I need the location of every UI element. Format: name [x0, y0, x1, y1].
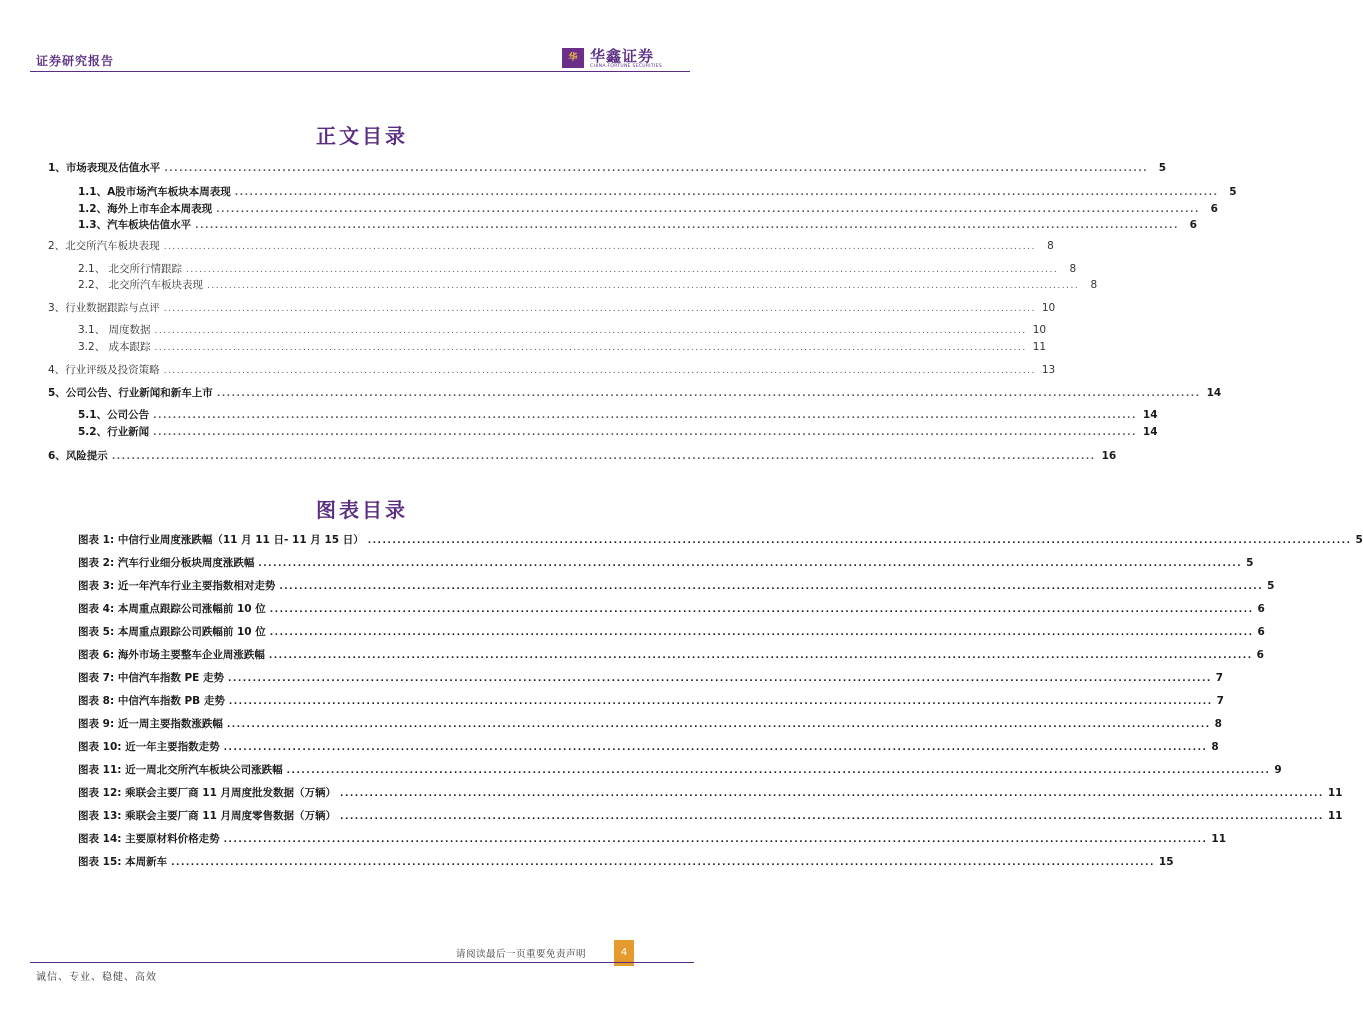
- toc-entry-label: 5.1、公司公告: [78, 409, 150, 421]
- disclaimer-note: 请阅读最后一页重要免责声明: [456, 949, 587, 960]
- toc-entry-page: 10: [1032, 324, 1047, 336]
- toc-entry[interactable]: [48, 362, 1056, 378]
- figure-leader-dots: ........................................................................................................................................................................................................: [367, 536, 1352, 546]
- figure-entry-label: 图表 8: 中信汽车指数 PB 走势: [78, 695, 225, 707]
- figure-entry-label: 图表 4: 本周重点跟踪公司涨幅前 10 位: [78, 603, 266, 615]
- figure-entry-label: 图表 13: 乘联会主要厂商 11 月周度零售数据（万辆）: [78, 810, 337, 822]
- toc-entry-number: 3、: [48, 302, 66, 314]
- page-number: 4: [614, 940, 634, 966]
- toc-title: 正文目录: [316, 124, 408, 148]
- brand-sub: CHINA FORTUNE SECURITIES: [590, 64, 662, 69]
- toc-leader-dots: ........................................................................................................................................................................................................: [163, 304, 1036, 314]
- toc-entry-label: 行业评级及投资策略: [65, 364, 160, 376]
- figure-entry[interactable]: [78, 623, 1265, 641]
- figure-entry[interactable]: [78, 554, 1254, 572]
- figures-title: 图表目录: [316, 498, 408, 522]
- figure-leader-dots: ........................................................................................................................................................................................................: [286, 766, 1271, 776]
- toc-entry-label: 1.1、A股市场汽车板块本周表现: [78, 186, 231, 198]
- toc-leader-dots: ........................................................................................................................................................................................................: [111, 452, 1096, 462]
- toc-entry[interactable]: [48, 300, 1056, 316]
- toc-entry-label: 5.2、行业新闻: [78, 426, 150, 438]
- figure-leader-dots: ........................................................................................................................................................................................................: [223, 743, 1208, 753]
- toc-entry-number: 1、: [48, 162, 66, 174]
- figure-leader-dots: ........................................................................................................................................................................................................: [223, 835, 1208, 845]
- toc-entry[interactable]: [48, 238, 1054, 254]
- toc-leader-dots: ........................................................................................................................................................................................................: [216, 205, 1200, 215]
- figure-entry[interactable]: [78, 531, 1363, 549]
- toc-entry-label: 1.2、海外上市车企本周表现: [78, 203, 213, 215]
- toc-leader-dots: ........................................................................................................................................................................................................: [154, 343, 1027, 353]
- toc-leader-dots: ........................................................................................................................................................................................................: [153, 428, 1137, 438]
- toc-entry-label: 风险提示: [65, 450, 108, 462]
- figure-leader-dots: ........................................................................................................................................................................................................: [258, 559, 1243, 569]
- figure-entry-page: 8: [1214, 718, 1222, 730]
- toc-entry[interactable]: [48, 385, 1222, 401]
- toc-leader-dots: ........................................................................................................................................................................................................: [164, 164, 1149, 174]
- figure-entry[interactable]: [78, 692, 1224, 710]
- toc-entry[interactable]: [78, 184, 1237, 200]
- figure-entry-page: 15: [1158, 856, 1174, 868]
- toc-entry-number: 5、: [48, 387, 66, 399]
- figure-entry-label: 图表 9: 近一周主要指数涨跌幅: [78, 718, 223, 730]
- figure-entry[interactable]: [78, 715, 1222, 733]
- toc-entry-page: 5: [1152, 160, 1166, 176]
- figure-entry[interactable]: [78, 669, 1224, 687]
- figure-leader-dots: ........................................................................................................................................................................................................: [269, 628, 1254, 638]
- toc-entry[interactable]: [78, 201, 1218, 217]
- figure-entry-page: 6: [1257, 603, 1265, 615]
- toc-entry-number: 6、: [48, 450, 66, 462]
- figure-entry-page: 5: [1246, 557, 1254, 569]
- toc-entry[interactable]: [78, 424, 1158, 440]
- toc-entry-label: 公司公告、行业新闻和新车上市: [65, 387, 213, 399]
- figure-entry[interactable]: [78, 646, 1264, 664]
- toc-leader-dots: ........................................................................................................................................................................................................: [216, 389, 1201, 399]
- toc-entry-number: 4、: [48, 364, 66, 376]
- toc-entry-page: 13: [1041, 364, 1056, 376]
- figure-entry-label: 图表 5: 本周重点跟踪公司跌幅前 10 位: [78, 626, 266, 638]
- figure-entry[interactable]: [78, 738, 1219, 756]
- brand-name: 华鑫证券: [590, 47, 655, 65]
- figure-leader-dots: ........................................................................................................................................................................................................: [340, 789, 1324, 799]
- toc-entry[interactable]: [78, 339, 1047, 355]
- figure-leader-dots: ........................................................................................................................................................................................................: [226, 720, 1211, 730]
- figure-entry-page: 11: [1327, 787, 1343, 799]
- figure-entry-page: 7: [1216, 695, 1224, 707]
- toc-entry[interactable]: [48, 160, 1167, 176]
- brand-logo-icon: 华: [562, 48, 584, 68]
- toc-leader-dots: ........................................................................................................................................................................................................: [207, 281, 1080, 291]
- toc-entry-label: 1.3、汽车板块估值水平: [78, 219, 192, 231]
- toc-entry[interactable]: [78, 217, 1197, 233]
- figure-entry-page: 11: [1327, 810, 1343, 822]
- figure-entry-page: 8: [1211, 741, 1219, 753]
- figure-leader-dots: ........................................................................................................................................................................................................: [269, 605, 1254, 615]
- toc-entry[interactable]: [78, 407, 1158, 423]
- toc-entry-page: 14: [1206, 387, 1222, 399]
- toc-entry-label: 市场表现及估值水平: [65, 162, 161, 174]
- figure-entry-page: 11: [1211, 833, 1227, 845]
- toc-entry-page: 11: [1032, 341, 1047, 353]
- toc-entry[interactable]: [78, 277, 1098, 293]
- toc-entry-page: 8: [1083, 277, 1097, 293]
- toc-leader-dots: ........................................................................................................................................................................................................: [154, 326, 1027, 336]
- figure-leader-dots: ........................................................................................................................................................................................................: [228, 697, 1213, 707]
- figure-leader-dots: ........................................................................................................................................................................................................: [279, 582, 1264, 592]
- figure-entry-page: 9: [1274, 764, 1282, 776]
- figure-entry-label: 图表 2: 汽车行业细分板块周度涨跌幅: [78, 557, 255, 569]
- figure-entry[interactable]: [78, 807, 1343, 825]
- figure-entry-label: 图表 3: 近一年汽车行业主要指数相对走势: [78, 580, 276, 592]
- figure-leader-dots: ........................................................................................................................................................................................................: [340, 812, 1324, 822]
- toc-entry[interactable]: [78, 261, 1077, 277]
- figure-entry[interactable]: [78, 853, 1174, 871]
- toc-entry[interactable]: [48, 448, 1117, 464]
- figure-entry[interactable]: [78, 830, 1227, 848]
- toc-entry-page: 10: [1041, 302, 1056, 314]
- report-type: 证券研究报告: [36, 54, 115, 68]
- toc-entry[interactable]: [78, 322, 1047, 338]
- figure-entry[interactable]: [78, 784, 1343, 802]
- toc-entry-label: 3.2、 成本跟踪: [78, 341, 151, 353]
- figure-leader-dots: ........................................................................................................................................................................................................: [171, 858, 1155, 868]
- footer-divider: [30, 962, 694, 963]
- figure-entry-page: 5: [1267, 580, 1275, 592]
- toc-entry-label: 行业数据跟踪与点评: [65, 302, 160, 314]
- figure-entry-label: 图表 6: 海外市场主要整车企业周涨跌幅: [78, 649, 265, 661]
- figure-entry[interactable]: [78, 761, 1282, 779]
- toc-entry-page: 8: [1062, 261, 1076, 277]
- figure-entry[interactable]: [78, 577, 1275, 595]
- toc-leader-dots: ........................................................................................................................................................................................................: [234, 188, 1219, 198]
- toc-entry-page: 6: [1183, 217, 1197, 233]
- toc-entry-page: 5: [1223, 184, 1237, 200]
- footer-motto: 诚信、专业、稳健、高效: [36, 972, 157, 983]
- figure-entry-page: 5: [1355, 534, 1363, 546]
- figure-entry-page: 6: [1256, 649, 1264, 661]
- toc-entry-label: 2.1、 北交所行情跟踪: [78, 263, 183, 275]
- figure-entry-page: 6: [1257, 626, 1265, 638]
- toc-leader-dots: ........................................................................................................................................................................................................: [163, 366, 1036, 376]
- figure-entry-label: 图表 11: 近一周北交所汽车板块公司涨跌幅: [78, 764, 283, 776]
- toc-entry-page: 14: [1142, 426, 1158, 438]
- toc-entry-page: 16: [1101, 450, 1117, 462]
- toc-entry-page: 8: [1040, 238, 1054, 254]
- toc-leader-dots: ........................................................................................................................................................................................................: [153, 411, 1137, 421]
- toc-entry-page: 14: [1142, 409, 1158, 421]
- figure-leader-dots: ........................................................................................................................................................................................................: [228, 674, 1212, 684]
- figure-entry-label: 图表 1: 中信行业周度涨跌幅（11 月 11 日- 11 月 15 日）: [78, 534, 364, 546]
- toc-leader-dots: ........................................................................................................................................................................................................: [163, 242, 1036, 252]
- figure-entry-label: 图表 7: 中信汽车指数 PE 走势: [78, 672, 224, 684]
- header-divider: [30, 71, 690, 72]
- figure-entry-label: 图表 12: 乘联会主要厂商 11 月周度批发数据（万辆）: [78, 787, 337, 799]
- toc-leader-dots: ........................................................................................................................................................................................................: [186, 265, 1059, 275]
- figure-entry-page: 7: [1215, 672, 1224, 684]
- figure-entry-label: 图表 15: 本周新车: [78, 856, 168, 868]
- toc-entry-label: 3.1、 周度数据: [78, 324, 151, 336]
- toc-entry-label: 2.2、 北交所汽车板块表现: [78, 279, 204, 291]
- toc-entry-page: 6: [1204, 201, 1218, 217]
- figure-leader-dots: ........................................................................................................................................................................................................: [268, 651, 1253, 661]
- toc-leader-dots: ........................................................................................................................................................................................................: [195, 221, 1179, 231]
- figure-entry[interactable]: [78, 600, 1265, 618]
- toc-entry-number: 2、: [48, 240, 66, 252]
- figure-entry-label: 图表 14: 主要原材料价格走势: [78, 833, 220, 845]
- figure-entry-label: 图表 10: 近一年主要指数走势: [78, 741, 220, 753]
- toc-entry-label: 北交所汽车板块表现: [65, 240, 160, 252]
